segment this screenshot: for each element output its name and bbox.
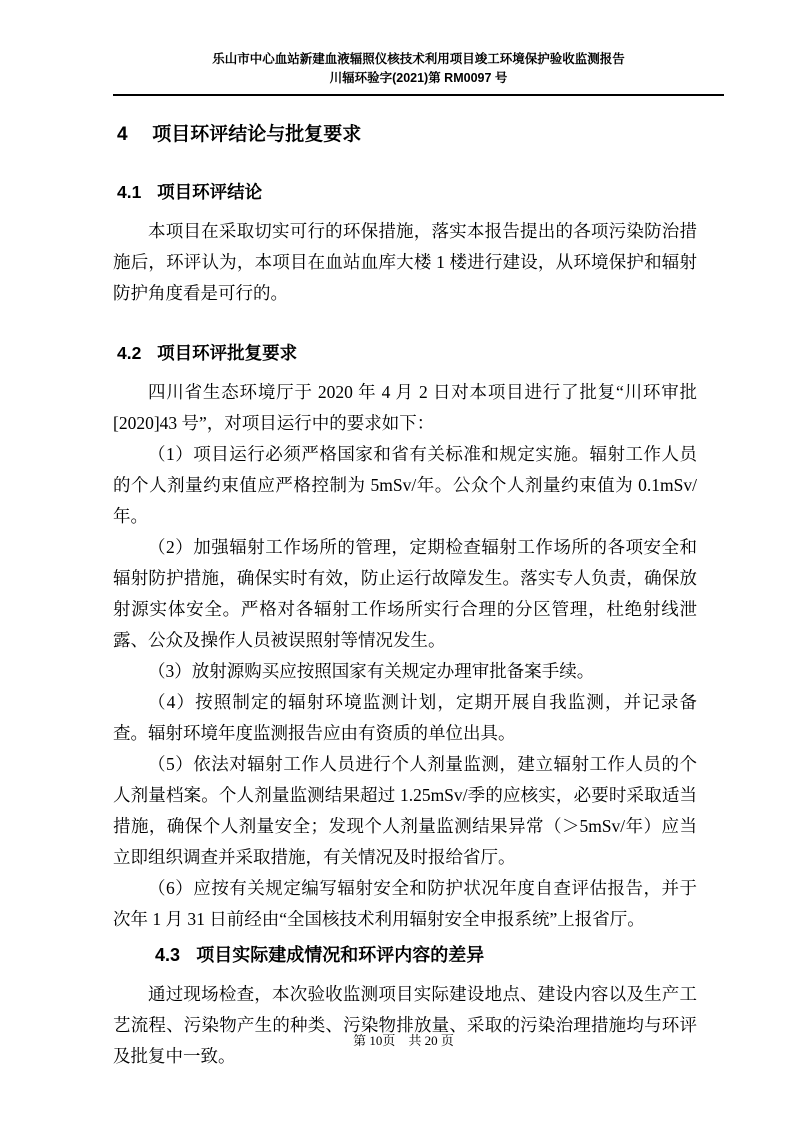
section-4-1-paragraph: 本项目在采取切实可行的环保措施，落实本报告提出的各项污染防治措施后，环评认为，本项目在血站血库大楼 1 楼进行建设，从环境保护和辐射防护角度看是可行的。 xyxy=(113,221,697,303)
requirement-item-4: （4）按照制定的辐射环境监测计划，定期开展自我监测，并记录备查。辐射环境年度监测报告应由有资质的单位出具。 xyxy=(113,692,697,743)
section-4-2-title: 项目环评批复要求 xyxy=(157,343,298,363)
report-number: 川辐环验字(2021)第 RM0097 号 xyxy=(329,71,508,85)
section-4-2-number: 4.2 xyxy=(117,343,142,363)
page-header xyxy=(113,50,724,96)
page-footer xyxy=(0,1014,794,1065)
section-4-3-title: 项目实际建成情况和环评内容的差异 xyxy=(196,945,485,965)
section-4-2-heading xyxy=(117,341,697,365)
requirement-item-2: （2）加强辐射工作场所的管理，定期检查辐射工作场所的各项安全和辐射防护措施，确保实时有效，防止运行故障发生。落实专人负责，确保放射源实体安全。严格对各辐射工作场所实行合理的分区管理，杜绝射线泄露、公众及操作人员被误照射等情况发生。 xyxy=(113,537,697,650)
section-4-2-intro: 四川省生态环境厅于 2020 年 4 月 2 日对本项目进行了批复“川环审批[2020]43 号”，对项目运行中的要求如下： xyxy=(113,382,697,433)
chapter-heading xyxy=(117,122,697,148)
section-4-1-title: 项目环评结论 xyxy=(157,182,263,202)
section-4-1-number: 4.1 xyxy=(117,182,142,202)
requirement-item-6: （6）应按有关规定编写辐射安全和防护状况年度自查评估报告，并于次年 1 月 31 日前经由“全国核技术利用辐射安全申报系统”上报省厅。 xyxy=(113,878,697,929)
chapter-number: 4 xyxy=(117,124,128,145)
section-4-3-heading xyxy=(155,943,697,967)
section-4-3-paragraph: 通过现场检查，本次验收监测项目实际建设地点、建设内容以及生产工艺流程、污染物产生的种类、污染物排放量、采取的污染治理措施均与环评及批复中一致。 xyxy=(113,984,697,1066)
document-body xyxy=(113,122,697,1072)
chapter-title: 项目环评结论与批复要求 xyxy=(152,124,362,145)
page-number: 第 10页 共 20 页 xyxy=(353,1033,454,1048)
requirement-item-3: （3）放射源购买应按照国家有关规定办理审批备案手续。 xyxy=(148,661,595,681)
section-4-1-heading xyxy=(117,180,697,204)
report-title: 乐山市中心血站新建血液辐照仪核技术利用项目竣工环境保护验收监测报告 xyxy=(212,52,625,66)
requirement-item-1: （1）项目运行必须严格国家和省有关标准和规定实施。辐射工作人员的个人剂量约束值应严格控制为 5mSv/年。公众个人剂量约束值为 0.1mSv/年。 xyxy=(113,444,697,526)
section-4-3-number: 4.3 xyxy=(155,945,181,965)
requirement-item-5: （5）依法对辐射工作人员进行个人剂量监测，建立辐射工作人员的个人剂量档案。个人剂量监测结果超过 1.25mSv/季的应核实，必要时采取适当措施，确保个人剂量安全；发现个人剂量监测结果异常（＞5mSv/年）应当立即组织调查并采取措施，有关情况及时报给省厅。 xyxy=(113,754,697,867)
